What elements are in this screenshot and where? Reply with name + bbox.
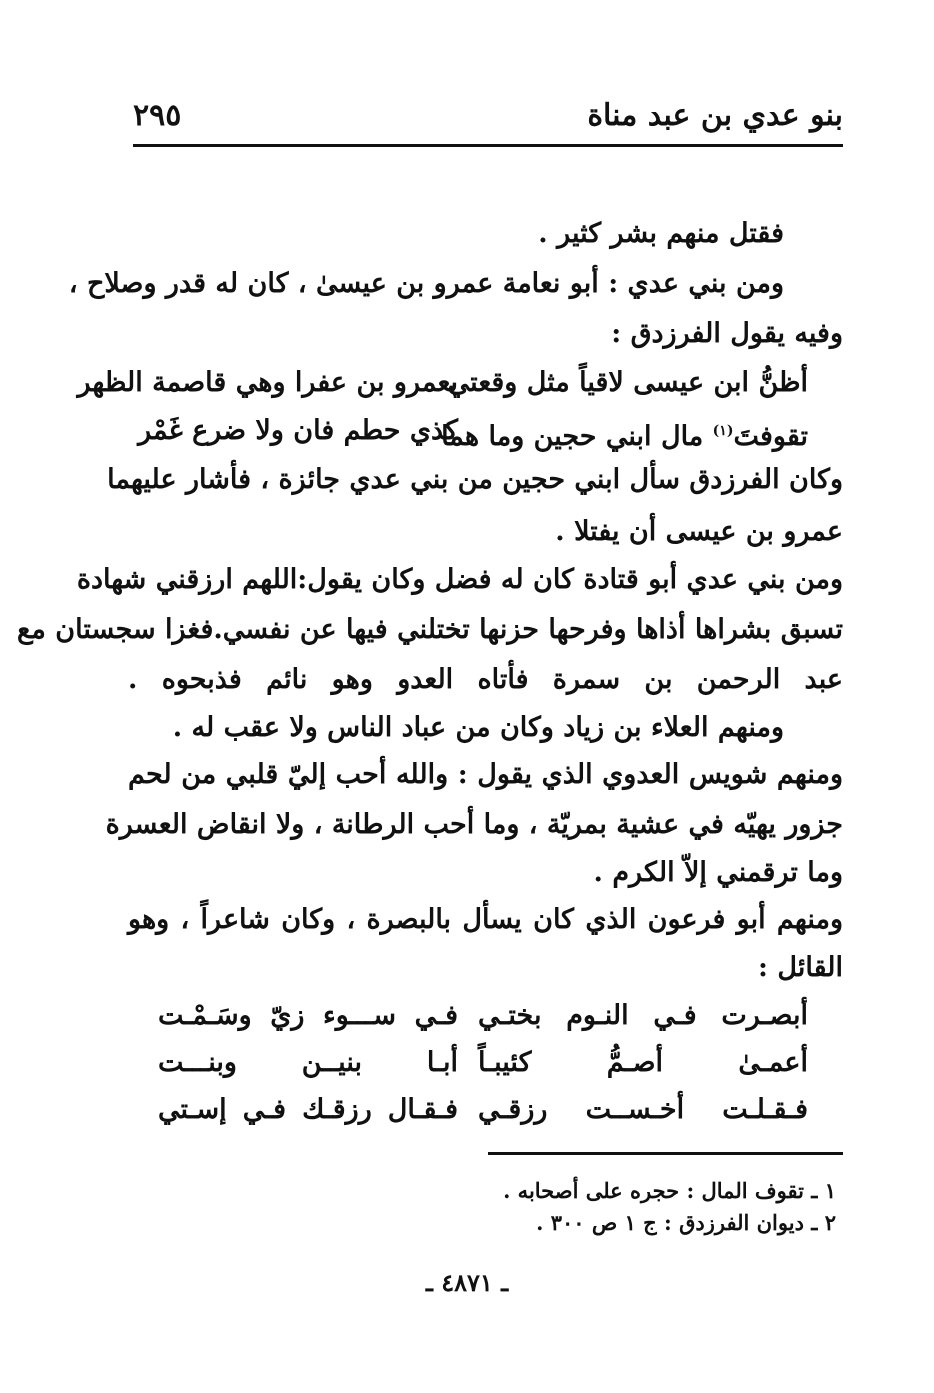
poem-hemistich-left: أبـا بنيــن وبنـــت xyxy=(158,1047,458,1078)
poem-hemistich-right: أبصـرت فـي النـوم بختـي xyxy=(478,1000,808,1031)
verse-hemistich-left: كذي حطم فان ولا ضرع غَمْر xyxy=(138,415,458,446)
footnote-separator xyxy=(488,1152,843,1155)
text-line: ومنهم أبو فرعون الذي كان يسأل بالبصرة ، وكان شاعراً ، وهو xyxy=(128,904,843,935)
verse-hemistich-right xyxy=(441,411,808,457)
text-line: ومن بني عدي : أبو نعامة عمرو بن عيسىٰ ، كان له قدر وصلاح ، xyxy=(68,268,784,299)
text-line: تسبق بشراها أذاها وفرحها حزنها تختلني فيها عن نفسي.فغزا سجستان مع xyxy=(17,614,843,645)
chapter-title: بنو عدي بن عبد مناة xyxy=(587,98,843,133)
poem-hemistich-right: فـقـلـت أخـســت رزقـي xyxy=(478,1094,808,1125)
folio-number: ـ ٤٨٧١ ـ xyxy=(425,1268,509,1297)
verse-hemistich-left: بعمرو بن عفرا وهي قاصمة الظهر xyxy=(77,367,458,398)
text-line: وكان الفرزدق سأل ابني حجين من بني عدي جائزة ، فأشار عليهما xyxy=(107,464,843,495)
footnote: ٢ ـ ديوان الفرزدق : ج ١ ص ٣٠٠ . xyxy=(536,1210,836,1235)
text-line: عمرو بن عيسى أن يفتلا . xyxy=(555,516,843,547)
text-line: فقتل منهم بشر كثير . xyxy=(538,218,784,249)
poem-hemistich-left: فـقـال رزقـك فـي إسـتي xyxy=(158,1094,458,1125)
text-line: جزور يهيّه في عشية بمريّة ، وما أحب الرطانة ، ولا انقاض العسرة xyxy=(105,809,843,840)
footnote: ١ ـ تقوف المال : حجره على أصحابه . xyxy=(503,1178,836,1203)
poem-hemistich-right: أعمـىٰ أصـمُّ كئيبـاً xyxy=(478,1047,808,1078)
verse-words: مال ابني حجين وما هما xyxy=(441,421,713,452)
running-header xyxy=(133,92,843,147)
text-line: وفيه يقول الفرزدق : xyxy=(611,318,843,349)
verse-hemistich-right: أظنُّ ابن عيسى لاقياً مثل وقعتي xyxy=(447,367,808,398)
text-line: ومنهم العلاء بن زياد وكان من عباد الناس ولا عقب له . xyxy=(172,712,784,743)
poem-hemistich-left: فـي ســـوء زيّ وسَـمْـت xyxy=(158,1000,458,1031)
footnote-marker: (١) xyxy=(712,423,734,439)
text-line: ومن بني عدي أبو قتادة كان له فضل وكان يقول:اللهم ارزقني شهادة xyxy=(76,564,843,595)
page-number: ٢٩٥ xyxy=(133,98,182,133)
text-line: ومنهم شويس العدوي الذي يقول : والله أحب إليّ قلبي من لحم xyxy=(128,759,843,790)
verse-word: تقوفتَ xyxy=(733,421,808,452)
text-line: عبد الرحمن بن سمرة فأتاه العدو وهو نائم فذبحوه . xyxy=(128,664,843,695)
text-line: القائل : xyxy=(758,952,843,983)
text-line: وما ترقمني إلاّ الكرم . xyxy=(593,857,843,888)
